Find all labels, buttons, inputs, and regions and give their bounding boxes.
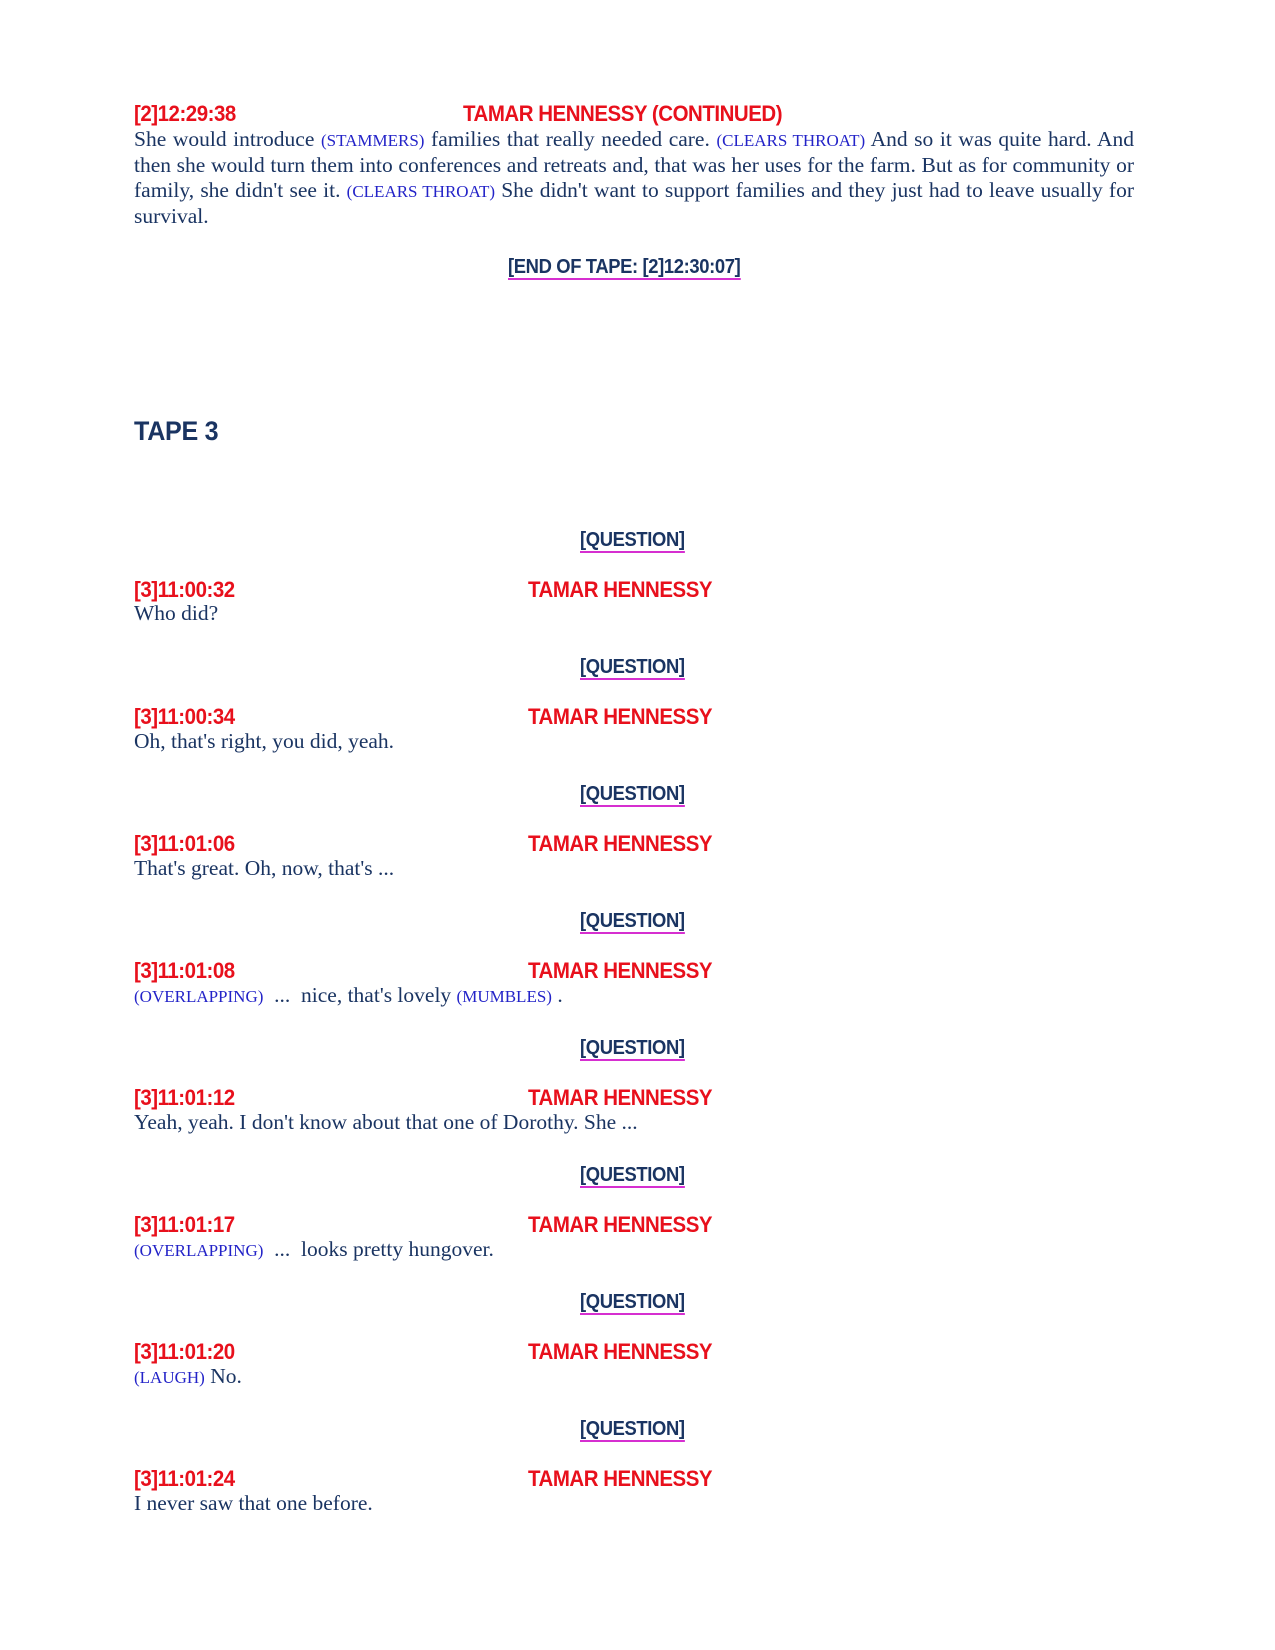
- timecode: [3]11:01:17: [134, 1212, 235, 1237]
- speaker-name: TAMAR HENNESSY: [528, 1339, 713, 1364]
- stage-direction: (OVERLAPPING): [134, 1241, 264, 1260]
- timecode: [3]11:00:34: [134, 704, 235, 729]
- transcript-line: Who did?: [134, 601, 219, 625]
- transcript-line: That's great. Oh, now, that's ...: [134, 856, 395, 880]
- speaker-name: TAMAR HENNESSY: [528, 1085, 713, 1110]
- speaker-name: TAMAR HENNESSY: [528, 1466, 713, 1491]
- timecode: [3]11:00:32: [134, 577, 235, 602]
- transcript-paragraph: [134, 127, 1134, 229]
- stage-direction: (CLEARS THROAT): [346, 182, 496, 201]
- speaker-name: TAMAR HENNESSY: [528, 958, 713, 983]
- transcript-line: [134, 1364, 1134, 1390]
- transcript-line: Yeah, yeah. I don't know about that one of Dorothy. She ...: [134, 1110, 638, 1134]
- stage-direction: (LAUGH): [134, 1368, 205, 1387]
- question-marker: [QUESTION]: [580, 1037, 685, 1059]
- speaker-name: TAMAR HENNESSY: [528, 577, 713, 602]
- text-run: .: [551, 983, 563, 1007]
- timecode: [3]11:01:12: [134, 1085, 235, 1110]
- text-run: She didn't want to support families and they just had to leave usually for survival.: [134, 178, 1134, 228]
- transcript-line: [134, 983, 1134, 1009]
- speaker-name: TAMAR HENNESSY: [528, 704, 713, 729]
- timecode: [3]11:01:24: [134, 1466, 235, 1491]
- question-marker: [QUESTION]: [580, 529, 685, 551]
- text-run: No.: [204, 1364, 242, 1388]
- text-run: ... nice, that's lovely: [263, 983, 457, 1007]
- text-run: And so it was quite hard. And then she would turn them into conferences and retreats and, that was her uses for the farm. But as for community or family, she didn't see it.: [134, 127, 1135, 202]
- transcript-line: Oh, that's right, you did, yeah.: [134, 729, 395, 753]
- stage-direction: (STAMMERS): [320, 131, 425, 150]
- text-run: families that really needed care.: [424, 127, 717, 151]
- transcript-line: I never saw that one before.: [134, 1491, 373, 1515]
- text-run: She would introduce: [134, 127, 321, 151]
- end-of-tape-label: [END OF TAPE:: [508, 256, 643, 278]
- timecode: [3]11:01:06: [134, 831, 235, 856]
- question-marker: [QUESTION]: [580, 783, 685, 805]
- question-marker: [QUESTION]: [580, 1418, 685, 1440]
- timecode: [3]11:01:08: [134, 958, 235, 983]
- question-marker: [QUESTION]: [580, 1164, 685, 1186]
- end-of-tape-marker: [508, 256, 740, 280]
- text-run: ... looks pretty hungover.: [263, 1237, 494, 1261]
- question-marker: [QUESTION]: [580, 910, 685, 932]
- speaker-name: TAMAR HENNESSY: [528, 831, 713, 856]
- speaker-name: TAMAR HENNESSY: [528, 1212, 713, 1237]
- timecode: [2]12:29:38: [134, 101, 236, 126]
- stage-direction: (MUMBLES): [456, 987, 552, 1006]
- stage-direction: (CLEARS THROAT): [716, 131, 866, 150]
- question-marker: [QUESTION]: [580, 656, 685, 678]
- tape-heading: TAPE 3: [134, 416, 219, 446]
- transcript-line: [134, 1237, 1134, 1263]
- question-marker: [QUESTION]: [580, 1291, 685, 1313]
- end-of-tape-timecode: [2]12:30:07]: [642, 256, 741, 278]
- stage-direction: (OVERLAPPING): [134, 987, 264, 1006]
- speaker-name: TAMAR HENNESSY (CONTINUED): [463, 101, 783, 126]
- timecode: [3]11:01:20: [134, 1339, 235, 1364]
